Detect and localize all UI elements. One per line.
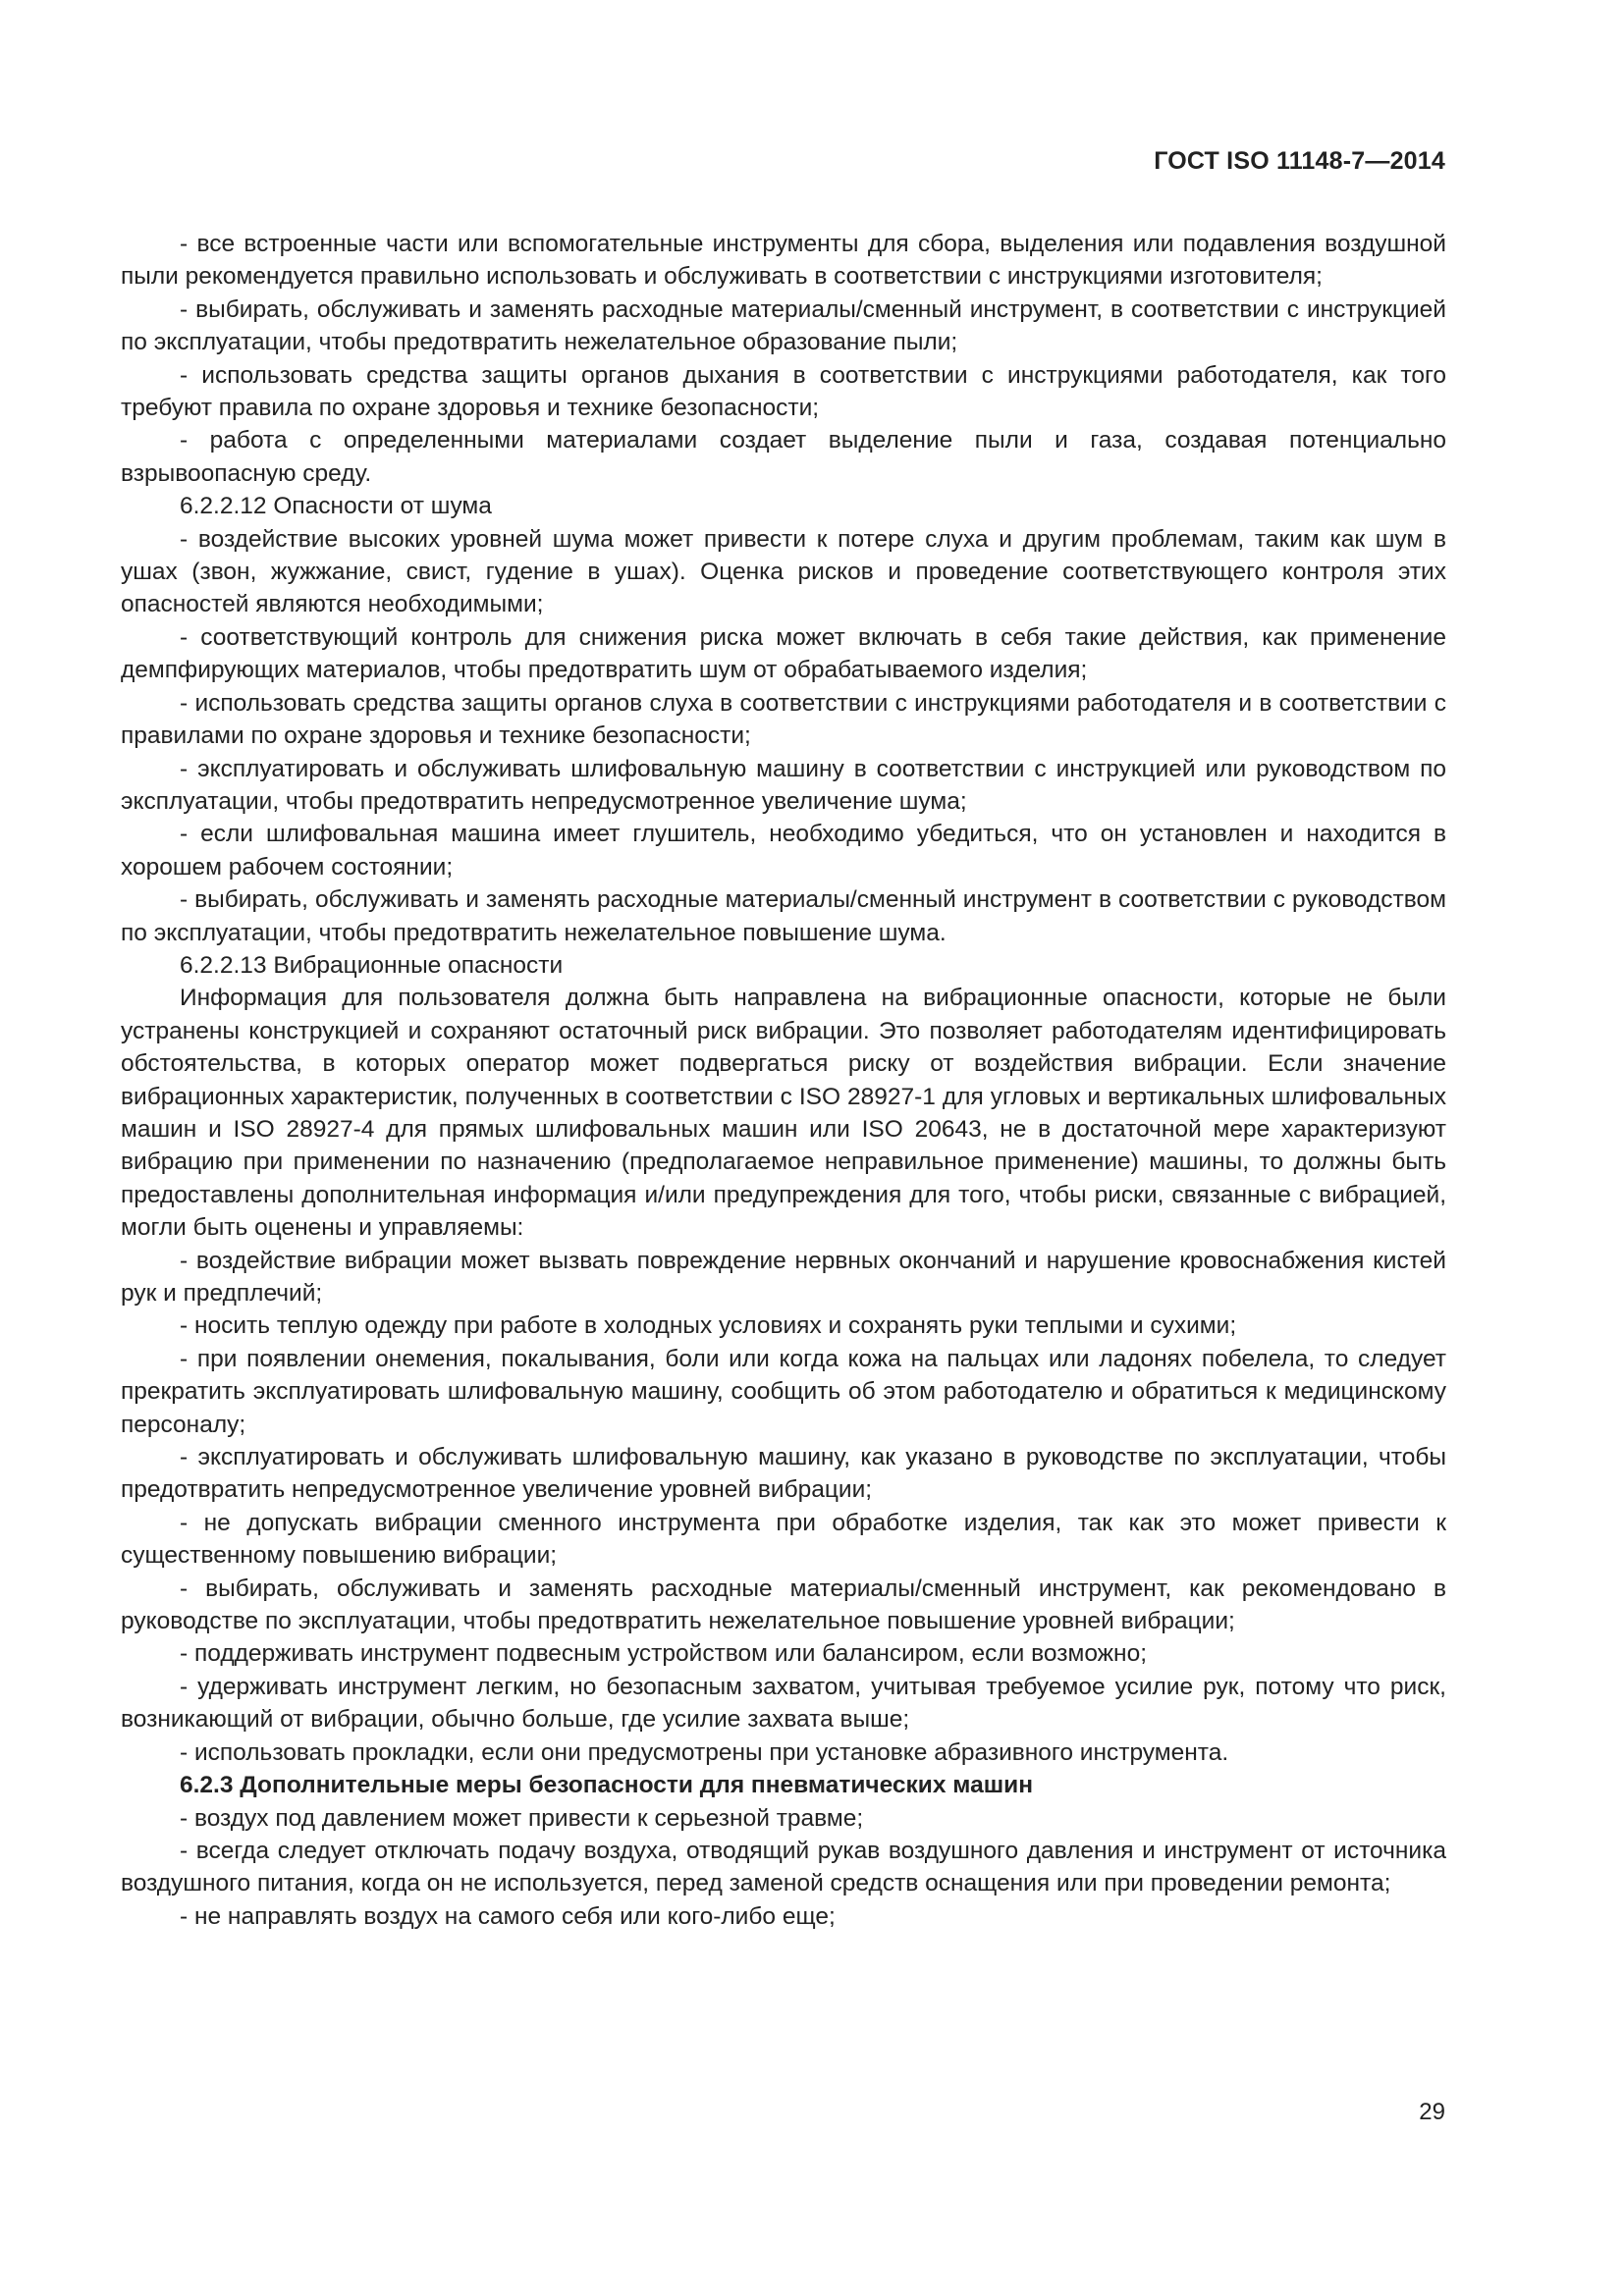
paragraph: - удерживать инструмент легким, но безопасным захватом, учитывая требуемое усилие рук, потому что риск, возникающий от вибрации, обычно больше, где усилие захвата выше; [121,1673,1446,1734]
document-body [121,228,1446,1933]
standard-designation: ГОСТ ISO 11148-7—2014 [1154,147,1445,175]
paragraph: - использовать средства защиты органов дыхания в соответствии с инструкциями работодателя, как того требуют правила по охране здоровья и технике безопасности; [121,361,1446,422]
section-heading-6-2-2-12: 6.2.2.12 Опасности от шума [180,493,492,520]
paragraph: - все встроенные части или вспомогательные инструменты для сбора, выделения или подавления воздушной пыли рекомендуется правильно использовать и обслуживать в соответствии с инструкциями изготовителя; [121,231,1446,291]
paragraph: - всегда следует отключать подачу воздуха, отводящий рукав воздушного давления и инструмент от источника воздушного питания, когда он не используется, перед заменой средств оснащения или при проведении ремонта; [121,1837,1446,1897]
page-number: 29 [1419,2099,1445,2125]
paragraph: - не допускать вибрации сменного инструмента при обработке изделия, так как это может привести к существенному повышению вибрации; [121,1509,1446,1570]
section-heading-6-2-3: 6.2.3 Дополнительные меры безопасности для пневматических машин [180,1772,1033,1799]
section-heading-6-2-2-13: 6.2.2.13 Вибрационные опасности [180,951,564,979]
paragraph: - носить теплую одежду при работе в холодных условиях и сохранять руки теплыми и сухими; [180,1312,1237,1340]
paragraph: - выбирать, обслуживать и заменять расходные материалы/сменный инструмент, в соответствии с инструкцией по эксплуатации, чтобы предотвратить нежелательное образование пыли; [121,295,1446,356]
paragraph: - если шлифовальная машина имеет глушитель, необходимо убедиться, что он установлен и находится в хорошем рабочем состоянии; [121,821,1446,881]
paragraph: - воздействие высоких уровней шума может привести к потере слуха и другим проблемам, таким как шум в ушах (звон, жужжание, свист, гудение в ушах). Оценка рисков и проведение соответствующего контроля этих опасностей являются необходимыми; [121,525,1446,618]
paragraph: - воздух под давлением может привести к серьезной травме; [180,1804,864,1832]
paragraph: - эксплуатировать и обслуживать шлифовальную машину в соответствии с инструкцией или руководством по эксплуатации, чтобы предотвратить непредусмотренное увеличение шума; [121,755,1446,815]
paragraph: - соответствующий контроль для снижения риска может включать в себя такие действия, как применение демпфирующих материалов, чтобы предотвратить шум от обрабатываемого изделия; [121,623,1446,684]
paragraph: - работа с определенными материалами создает выделение пыли и газа, создавая потенциально взрывоопасную среду. [121,427,1446,487]
paragraph: - при появлении онемения, покалывания, боли или когда кожа на пальцах или ладонях побелела, то следует прекратить эксплуатировать шлифовальную машину, сообщить об этом работодателю и обратиться к медицинскому персоналу; [121,1345,1446,1438]
paragraph: - эксплуатировать и обслуживать шлифовальную машину, как указано в руководстве по эксплуатации, чтобы предотвратить непредусмотренное увеличение уровней вибрации; [121,1444,1446,1504]
paragraph: - воздействие вибрации может вызвать повреждение нервных окончаний и нарушение кровоснабжения кистей рук и предплечий; [121,1247,1446,1307]
paragraph: - выбирать, обслуживать и заменять расходные материалы/сменный инструмент, как рекомендовано в руководстве по эксплуатации, чтобы предотвратить нежелательное повышение уровней вибрации; [121,1575,1446,1635]
paragraph: - использовать средства защиты органов слуха в соответствии с инструкциями работодателя и в соответствии с правилами по охране здоровья и технике безопасности; [121,689,1446,750]
paragraph: - не направлять воздух на самого себя или кого-либо еще; [180,1902,836,1930]
paragraph: - выбирать, обслуживать и заменять расходные материалы/сменный инструмент в соответствии с руководством по эксплуатации, чтобы предотвратить нежелательное повышение шума. [121,886,1446,946]
paragraph: Информация для пользователя должна быть направлена на вибрационные опасности, которые не были устранены конструкцией и сохраняют остаточный риск вибрации. Это позволяет работодателям идентифицировать обстоятельства, в которых оператор может подвергаться риску от воздействия вибрации. Если значение вибрационных характеристик, полученных в соответствии с ISO 28927-1 для угловых и вертикальных шлифовальных машин и ISO 28927-4 для прямых шлифовальных машин или ISO 20643, не в достаточной мере характеризуют вибрацию при применении по назначению (предполагаемое неправильное применение) машины, то должны быть предоставлены дополнительная информация и/или предупреждения для того, чтобы риски, связанные с вибрацией, могли быть оценены и управляемы: [121,985,1446,1242]
paragraph: - поддерживать инструмент подвесным устройством или балансиром, если возможно; [180,1640,1148,1668]
paragraph: - использовать прокладки, если они предусмотрены при установке абразивного инструмента. [180,1738,1229,1766]
